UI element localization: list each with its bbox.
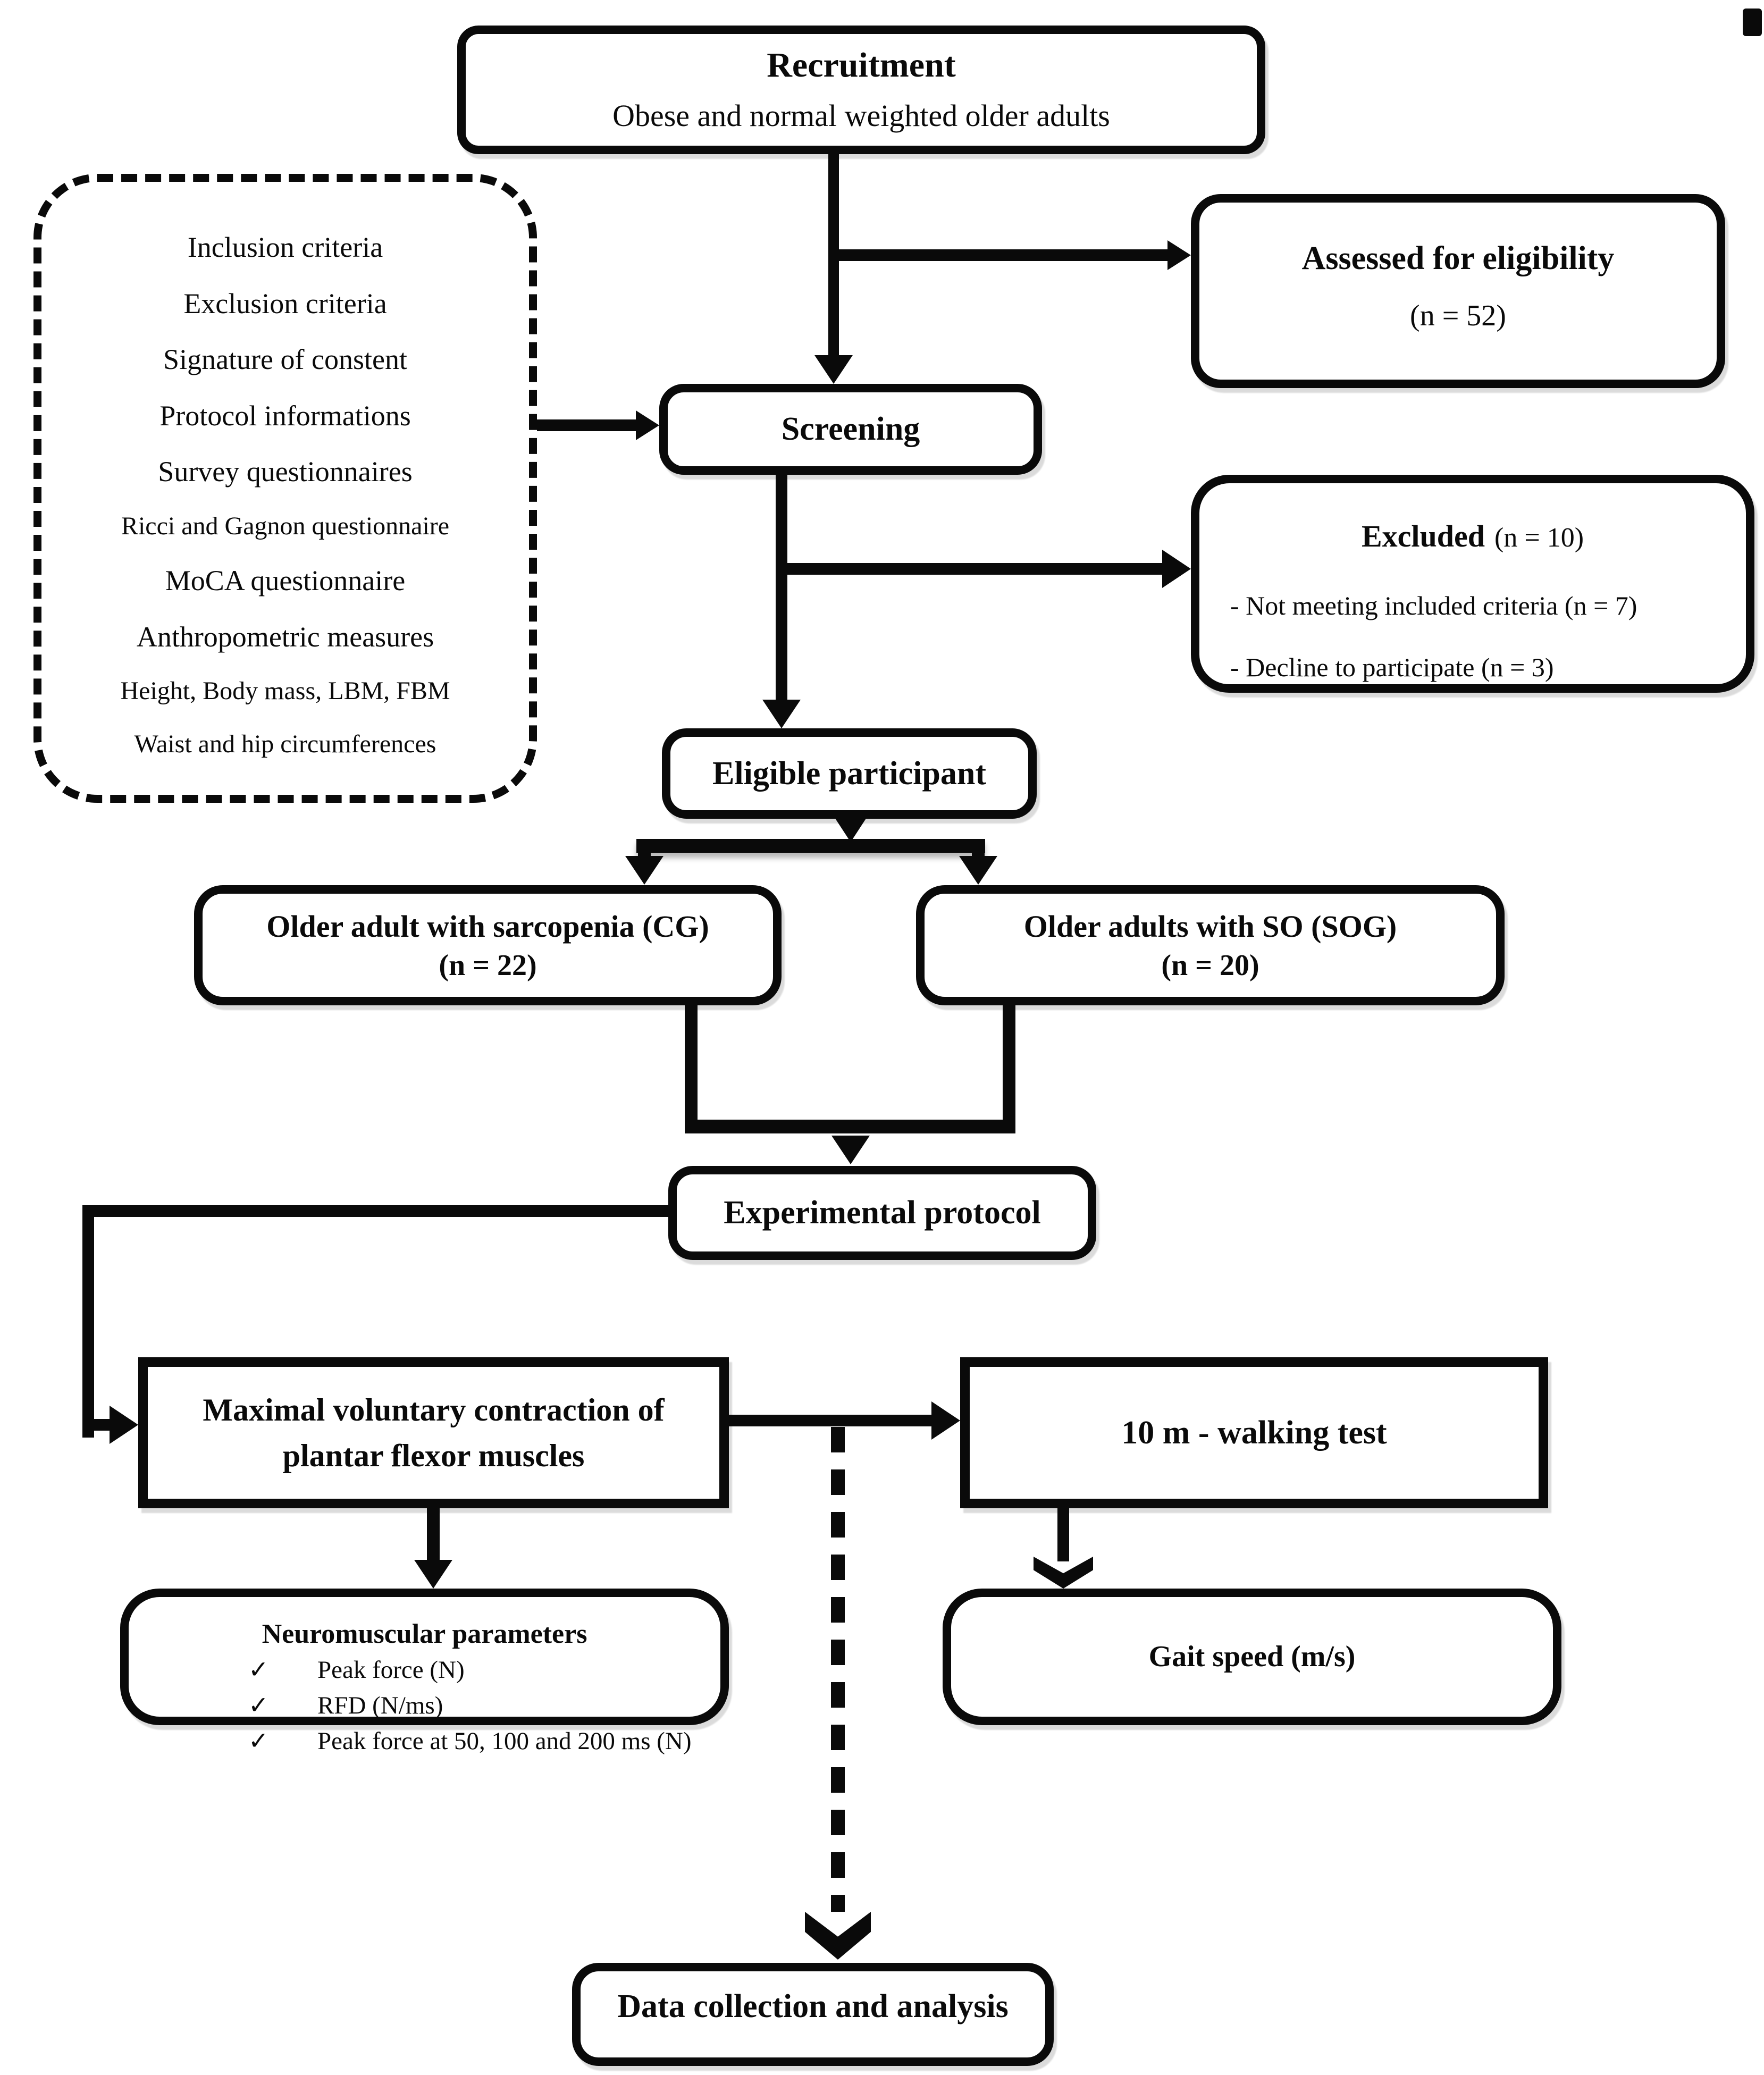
arrowhead-down-neuro bbox=[414, 1560, 452, 1589]
datacollection-title: Data collection and analysis bbox=[617, 1988, 1009, 2024]
excluded-count: (n = 10) bbox=[1494, 523, 1584, 553]
criteria-item: Exclusion criteria bbox=[183, 287, 387, 320]
assessed-title: Assessed for eligibility bbox=[1301, 240, 1615, 276]
connector-mvc-walking-line bbox=[729, 1415, 934, 1426]
check-icon: ✓ bbox=[248, 1727, 269, 1754]
merge-bar bbox=[685, 1120, 1015, 1133]
arrowhead-right-screening bbox=[636, 410, 659, 440]
criteria-item: Signature of constent bbox=[163, 343, 407, 376]
split-bar bbox=[636, 839, 985, 853]
check-icon: ✓ bbox=[248, 1692, 269, 1719]
arrowhead-down-experimental bbox=[831, 1136, 870, 1164]
neuro-list-item bbox=[248, 1655, 465, 1684]
sog-title: Older adults with SO (SOG) bbox=[1023, 909, 1397, 944]
recruitment-title: Recruitment bbox=[767, 46, 956, 85]
node-experimental-protocol bbox=[668, 1166, 1096, 1260]
excluded-item: - Not meeting included criteria (n = 7) bbox=[1230, 591, 1637, 620]
criteria-item: Height, Body mass, LBM, FBM bbox=[120, 677, 450, 705]
criteria-item: Anthropometric measures bbox=[136, 620, 434, 653]
neuro-item-label: Peak force at 50, 100 and 200 ms (N) bbox=[317, 1727, 692, 1755]
node-eligible-participant bbox=[662, 728, 1037, 819]
criteria-item: Waist and hip circumferences bbox=[134, 729, 436, 758]
mvc-title-line1: Maximal voluntary contraction of bbox=[203, 1392, 665, 1427]
neuro-list bbox=[248, 1655, 692, 1755]
elbow-top-line bbox=[82, 1205, 668, 1217]
assessed-count: (n = 52) bbox=[1410, 299, 1506, 332]
arrowhead-down-screening bbox=[814, 355, 853, 384]
neuro-list-item bbox=[248, 1691, 443, 1720]
criteria-item: Survey questionnaires bbox=[158, 456, 413, 488]
cg-merge-line bbox=[685, 1005, 698, 1133]
cg-title: Older adult with sarcopenia (CG) bbox=[266, 909, 709, 944]
criteria-item: Protocol informations bbox=[159, 399, 411, 432]
node-gait-speed bbox=[943, 1589, 1561, 1725]
chevron-down-gait bbox=[1034, 1557, 1093, 1589]
screening-title: Screening bbox=[781, 411, 920, 448]
node-group-sog bbox=[916, 885, 1505, 1005]
connector-to-excluded-line bbox=[776, 563, 1164, 575]
elbow-vertical-line bbox=[82, 1205, 94, 1438]
connector-mvc-neuro-line bbox=[427, 1508, 440, 1561]
node-assessed-for-eligibility bbox=[1191, 194, 1725, 388]
node-excluded bbox=[1191, 475, 1754, 693]
mvc-title-line2: plantar flexor muscles bbox=[282, 1438, 585, 1473]
arrowhead-down-sog bbox=[959, 856, 997, 885]
arrowhead-right-walking bbox=[931, 1401, 960, 1440]
criteria-item: MoCA questionnaire bbox=[165, 565, 406, 597]
excluded-items bbox=[1221, 590, 1637, 683]
sog-count: (n = 20) bbox=[1161, 948, 1259, 982]
sog-merge-line bbox=[1003, 1005, 1015, 1133]
node-data-collection bbox=[572, 1963, 1054, 2066]
dashed-connector-datacollection bbox=[831, 1427, 845, 1912]
node-mvc-plantar-flexors bbox=[138, 1357, 729, 1508]
connector-to-assessed-line bbox=[828, 249, 1170, 261]
walking-title: 10 m - walking test bbox=[1121, 1414, 1387, 1451]
eligible-title: Eligible participant bbox=[712, 755, 986, 792]
excluded-title-row bbox=[1362, 518, 1584, 554]
experimental-title: Experimental protocol bbox=[724, 1195, 1041, 1231]
recruitment-subtitle: Obese and normal weighted older adults bbox=[612, 98, 1110, 133]
node-recruitment bbox=[457, 26, 1265, 154]
split-left-drop bbox=[638, 839, 651, 857]
excluded-item: - Decline to participate (n = 3) bbox=[1230, 652, 1554, 682]
node-criteria-list bbox=[33, 174, 537, 803]
node-group-cg bbox=[194, 885, 782, 1005]
connector-criteria-screening-line bbox=[537, 419, 638, 431]
node-neuromuscular-parameters bbox=[120, 1589, 729, 1755]
split-right-drop bbox=[972, 839, 985, 857]
arrowhead-right-assessed bbox=[1167, 240, 1191, 270]
criteria-item: Ricci and Gagnon questionnaire bbox=[121, 511, 450, 540]
arrowhead-down-eligible bbox=[762, 700, 801, 728]
arrowhead-right-mvc bbox=[110, 1406, 138, 1444]
neuro-list-item bbox=[248, 1726, 692, 1755]
arrowhead-down-cg bbox=[625, 856, 663, 885]
arrowhead-right-excluded bbox=[1162, 550, 1191, 588]
connector-screening-eligible-line bbox=[776, 475, 787, 701]
connector-walking-gait-line bbox=[1057, 1508, 1069, 1561]
neuro-item-label: RFD (N/ms) bbox=[317, 1692, 443, 1719]
corner-artifact bbox=[1743, 9, 1762, 36]
chevron-down-datacollection bbox=[805, 1912, 871, 1960]
check-icon: ✓ bbox=[248, 1656, 269, 1683]
gait-title: Gait speed (m/s) bbox=[1148, 1640, 1356, 1673]
criteria-item: Inclusion criteria bbox=[187, 231, 383, 263]
neuro-title: Neuromuscular parameters bbox=[262, 1619, 587, 1649]
cg-count: (n = 22) bbox=[439, 948, 537, 982]
node-walking-test bbox=[960, 1357, 1548, 1508]
excluded-title: Excluded bbox=[1361, 519, 1485, 553]
neuro-item-label: Peak force (N) bbox=[317, 1656, 465, 1684]
node-screening bbox=[659, 384, 1042, 475]
